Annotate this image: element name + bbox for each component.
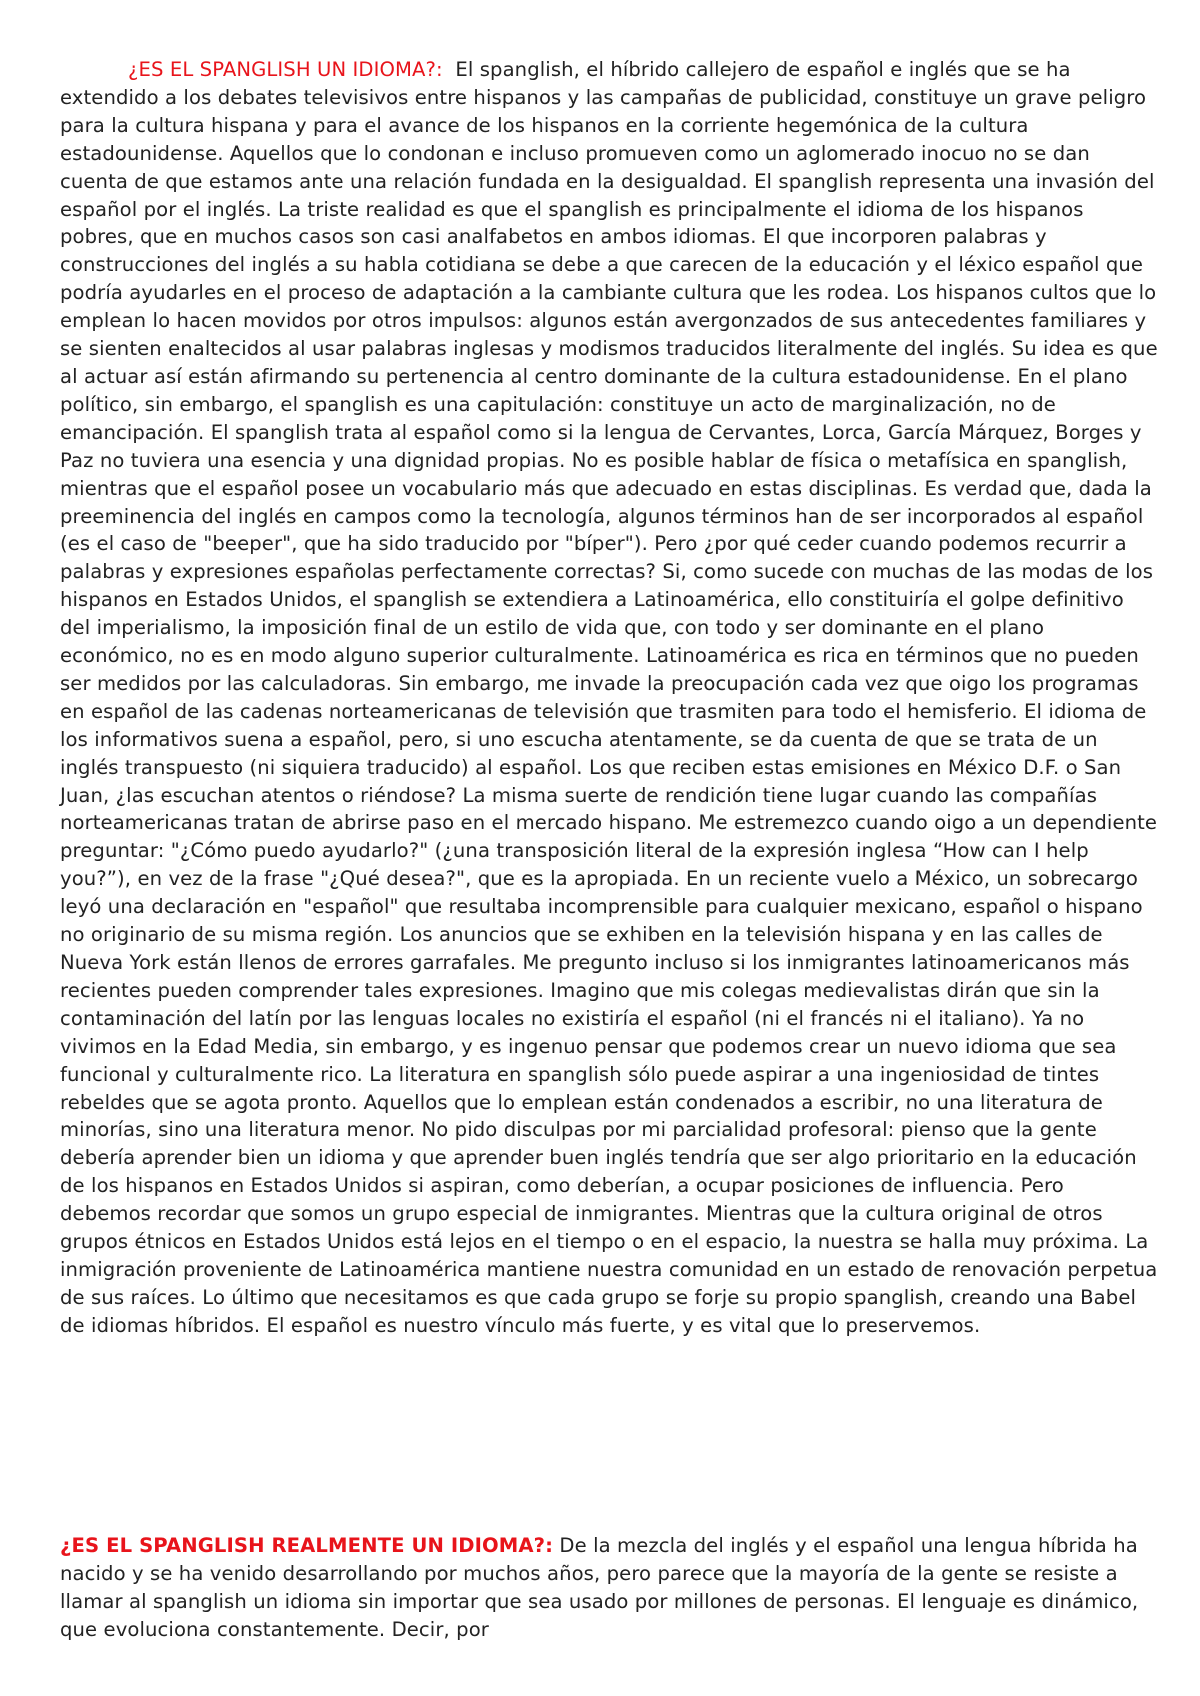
section-heading-1: ¿ES EL SPANGLISH UN IDIOMA?: xyxy=(128,58,443,81)
paragraph-1 xyxy=(60,56,1165,1340)
section-heading-2: ¿ES EL SPANGLISH REALMENTE UN IDIOMA?: xyxy=(60,1534,554,1557)
paragraph-2 xyxy=(60,1532,1158,1644)
paragraph-1-body: El spanglish, el híbrido callejero de español e inglés que se ha extendido a los debates televisivos entre hispanos y las campañas de publicidad, constituye un grave peligro para la cultura hispana y para el avance de los hispanos en la corriente hegemónica de la cultura estadounidense. Aquellos que lo condonan e incluso promueven como un aglomerado inocuo no se dan cuenta de que estamos ante una relación fundada en la desigualdad. El spanglish representa una invasión del español por el inglés. La triste realidad es que el spanglish es principalmente el idioma de los hispanos pobres, que en muchos casos son casi analfabetos en ambos idiomas. El que incorporen palabras y construcciones del inglés a su habla cotidiana se debe a que carecen de la educación y el léxico español que podría ayudarles en el proceso de adaptación a la cambiante cultura que les rodea. Los hispanos cultos que lo emplean lo hacen movidos por otros impulsos: algunos están avergonzados de sus antecedentes familiares y se sienten enaltecidos al usar palabras inglesas y modismos traducidos literalmente del inglés. Su idea es que al actuar así están afirmando su pertenencia al centro dominante de la cultura estadounidense. En el plano político, sin embargo, el spanglish es una capitulación: constituye un acto de marginalización, no de emancipación. El spanglish trata al español como si la lengua de Cervantes, Lorca, García Márquez, Borges y Paz no tuviera una esencia y una dignidad propias. No es posible hablar de física o metafísica en spanglish, mientras que el español posee un vocabulario más que adecuado en estas disciplinas. Es verdad que, dada la preeminencia del inglés en campos como la tecnología, algunos términos han de ser incorporados al español (es el caso de "beeper", que ha sido traducido por "bíper"). Pero ¿por qué ceder cuando podemos recurrir a palabras y expresiones españolas perfectamente correctas? Si, como sucede con muchas de las modas de los hispanos en Estados Unidos, el spanglish se extendiera a Latinoamérica, ello constituiría el golpe definitivo del imperialismo, la imposición final de un estilo de vida que, con todo y ser dominante en el plano económico, no es en modo alguno superior culturalmente. Latinoamérica es rica en términos que no pueden ser medidos por las calculadoras. Sin embargo, me invade la preocupación cada vez que oigo los programas en español de las cadenas norteamericanas de televisión que trasmiten para todo el hemisferio. El idioma de los informativos suena a español, pero, si uno escucha atentamente, se da cuenta de que se trata de un inglés transpuesto (ni siquiera traducido) al español. Los que reciben estas emisiones en México D.F. o San Juan, ¿las escuchan atentos o riéndose? La misma suerte de rendición tiene lugar cuando las compañías norteamericanas tratan de abrirse paso en el mercado hispano. Me estremezco cuando oigo a un dependiente preguntar: "¿Cómo puedo ayudarlo?" (¿una transposición literal de la expresión inglesa “How can I help you?”), en vez de la frase "¿Qué desea?", que es la apropiada. En un reciente vuelo a México, un sobrecargo leyó una declaración en "español" que resultaba incomprensible para cualquier mexicano, español o hispano no originario de su misma región. Los anuncios que se exhiben en la televisión hispana y en las calles de Nueva York están llenos de errores garrafales. Me pregunto incluso si los inmigrantes latinoamericanos más recientes pueden comprender tales expresiones. Imagino que mis colegas medievalistas dirán que sin la contaminación del latín por las lenguas locales no existiría el español (ni el francés ni el italiano). Ya no vivimos en la Edad Media, sin embargo, y es ingenuo pensar que podemos crear un nuevo idioma que sea funcional y culturalmente rico. La literatura en spanglish sólo puede aspirar a una ingeniosidad de tintes rebeldes que se agota pronto. Aquellos que lo emplean están condenados a escribir, no una literatura de minorías, sino una literatura menor. No pido disculpas por mi parcialidad profesoral: pienso que la gente debería aprender bien un idioma y que aprender buen inglés tendría que ser algo prioritario en la educación de los hispanos en Estados Unidos si aspiran, como deberían, a ocupar posiciones de influencia. Pero debemos recordar que somos un grupo especial de inmigrantes. Mientras que la cultura original de otros grupos étnicos en Estados Unidos está lejos en el tiempo o en el espacio, la nuestra se halla muy próxima. La inmigración proveniente de Latinoamérica mantiene nuestra comunidad en un estado de renovación perpetua de sus raíces. Lo último que necesitamos es que cada grupo se forje su propio spanglish, creando una Babel de idiomas híbridos. El español es nuestro vínculo más fuerte, y es vital que lo preservemos. xyxy=(60,58,1165,1337)
paragraph-2-body: De la mezcla del inglés y el español una lengua híbrida ha nacido y se ha venido desarrollando por muchos años, pero parece que la mayoría de la gente se resiste a llamar al spanglish un idioma sin importar que sea usado por millones de personas. El lenguaje es dinámico, que evoluciona constantemente. Decir, por xyxy=(60,1534,1145,1641)
